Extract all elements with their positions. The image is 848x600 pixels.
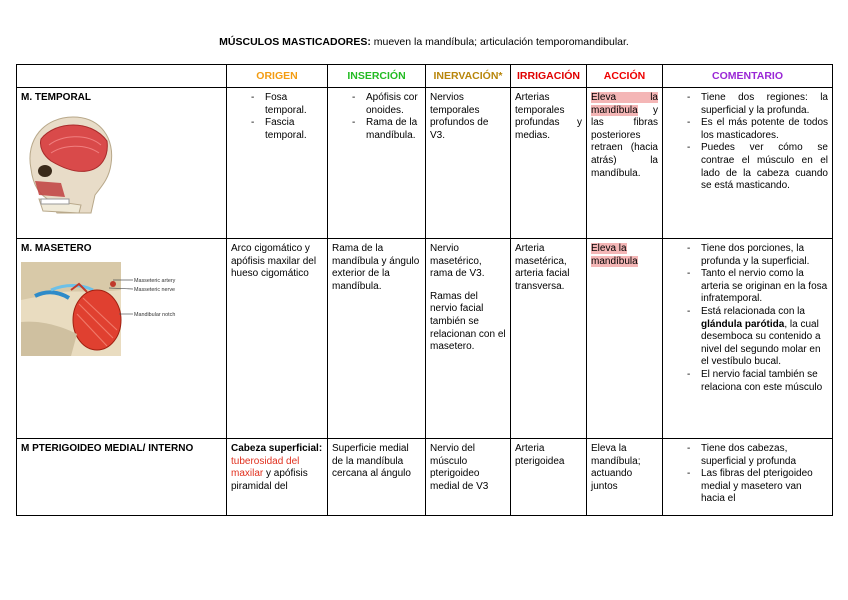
list-item: - Tiene dos porciones, la profunda y la superficial. [667, 243, 828, 268]
irrigacion-cell: Arteria masetérica, arteria facial transversa. [511, 239, 587, 439]
header-blank [17, 65, 227, 88]
comentario-cell [663, 88, 833, 239]
row-name: M. TEMPORAL [21, 92, 91, 103]
header-accion: ACCIÓN [587, 65, 663, 88]
page-title: MÚSCULOS MASTICADORES: mueven la mandíbula; articulación temporomandibular. [219, 36, 629, 48]
list-item: - Está relacionada con la glándula parótida, la cual desemboca su contenido a nivel del segundo molar en el vestíbulo bucal. [667, 306, 828, 369]
row-name-cell [17, 239, 227, 439]
insercion-cell [328, 88, 426, 239]
inervacion-cell: Nervio masetérico, rama de V3. Ramas del nervio facial también se relacionan con el masetero. [426, 239, 511, 439]
highlight: Eleva la mandíbula [591, 243, 638, 267]
inervacion-cell: Nervios temporales profundos de V3. [426, 88, 511, 239]
header-inervacion: INERVACIÓN* [426, 65, 511, 88]
figure-label: Mandibular notch [134, 311, 176, 318]
list-item: - Fosa temporal. [231, 92, 323, 117]
figure-label: Masseteric nerve [134, 286, 176, 293]
row-name: M. MASETERO [21, 243, 92, 254]
comentario-cell [663, 239, 833, 439]
origen-cell: Arco cigomático y apófisis maxilar del hueso cigomático [227, 239, 328, 439]
row-name-cell [17, 88, 227, 239]
comentario-cell [663, 439, 833, 516]
list-item: - Es el más potente de todos los masticadores. [667, 117, 828, 142]
row-name-cell [17, 439, 227, 516]
list-item: - El nervio facial también se relaciona con este músculo [667, 369, 828, 394]
insercion-cell: Superficie medial de la mandíbula cercana al ángulo [328, 439, 426, 516]
list-item: - Apófisis coronoides. [332, 92, 421, 117]
table-row [17, 239, 833, 439]
list-item: - Puedes ver cómo se contrae el músculo en el lado de la cabeza cuando se está masticando. [667, 142, 828, 192]
temporal-skull-image [21, 109, 119, 215]
table-row [17, 439, 833, 516]
list-item: - Rama de la mandíbula. [332, 117, 421, 142]
insercion-cell: Rama de la mandíbula y ángulo exterior de la mandíbula. [328, 239, 426, 439]
accion-cell: Eleva la mandíbula y las fibras posteriores retraen (hacia atrás) la mandíbula. [587, 88, 663, 239]
figure-label: Masseteric artery [134, 277, 176, 284]
origen-cell: Cabeza superficial: tuberosidad del maxilar y apófisis piramidal del [227, 439, 328, 516]
header-irrigacion: IRRIGACIÓN [511, 65, 587, 88]
accion-cell: Eleva la mandíbula; actuando juntos [587, 439, 663, 516]
list-item: - Fascia temporal. [231, 117, 323, 142]
highlight: Eleva la mandíbula [591, 92, 658, 116]
irrigacion-cell: Arterias temporales profundas y medias. [511, 88, 587, 239]
list-item: - Tanto el nervio como la arteria se originan en la fosa infratemporal. [667, 268, 828, 306]
header-comentario: COMENTARIO [663, 65, 833, 88]
origen-cell [227, 88, 328, 239]
header-insercion: INSERCIÓN [328, 65, 426, 88]
masetero-image [21, 260, 211, 360]
irrigacion-cell: Arteria pterigoidea [511, 439, 587, 516]
row-name: M PTERIGOIDEO MEDIAL/ INTERNO [21, 443, 194, 454]
header-origen: ORIGEN [227, 65, 328, 88]
list-item: - Las fibras del pterigoideo medial y masetero van hacia el [667, 468, 828, 506]
list-item: - Tiene dos cabezas, superficial y profunda [667, 443, 828, 468]
list-item: - Tiene dos regiones: la superficial y la profunda. [667, 92, 828, 117]
muscles-table [16, 64, 833, 516]
accion-cell [587, 239, 663, 439]
inervacion-cell: Nervio del músculo pterigoideo medial de V3 [426, 439, 511, 516]
header-row [17, 65, 833, 88]
table-row [17, 88, 833, 239]
